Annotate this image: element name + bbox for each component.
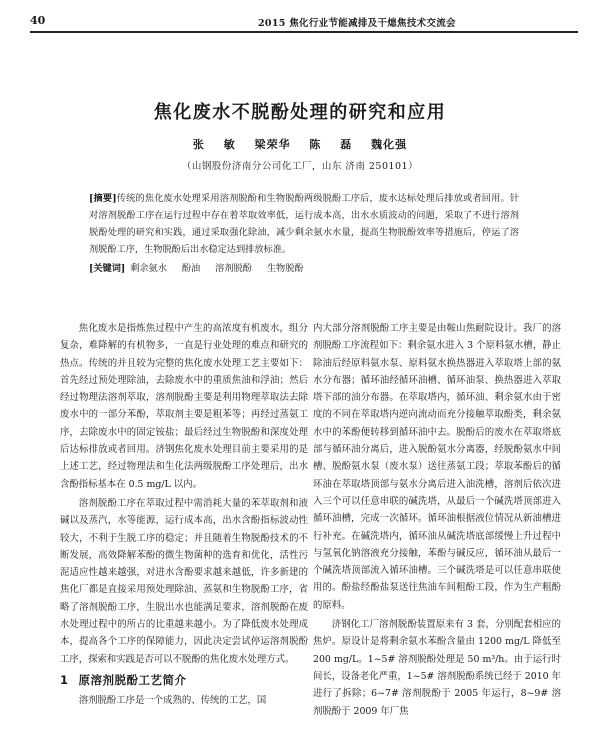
keyword: 酚油 xyxy=(181,263,201,274)
section-number: 1 xyxy=(60,672,69,687)
running-head xyxy=(30,14,578,28)
body-paragraph: 内大部分溶剂脱酚工序主要是由鞍山焦耐院设计。我厂的溶剂脱酚工序流程如下：剩余氨水进入 3 个原料氨水槽，静止除油后经原料氨水泵、原料氨水换热器进入萃取塔上部的氨水分布器；循环油经循环油槽、循环油泵、换热器进入萃取塔下部的油分布器。在萃取塔内，循环油、剩余氨水由于密度的不同在萃取塔内逆向流动而充分接触萃取酚类，剩余氨水中的苯酚便转移到循环油中去。脱酚后的废水在萃取塔底部与循环油分离后，进入脱酚氨水分离器，经脱酚氨水中间槽、脱酚氨水泵（废水泵）送往蒸氨工段；萃取苯酚后的循环油在萃取塔顶部与氨水分离后进入油洗槽，溶剂后依次进入三个可以任意串联的碱洗塔，从最后一个碱洗塔顶部进入循环油槽，完成一次循环。循环油根据液位情况从新油槽进行补充。在碱洗塔内，循环油从碱洗塔底部缓慢上升过程中与氢氧化钠溶液充分接触，苯酚与碱反应，循环油从最后一个碱洗塔顶部流入循环油槽。三个碱洗塔是可以任意串联使用的。酚盐经酚盐泵送往焦油车间粗酚工段，作为生产粗酚的原料。 xyxy=(313,323,561,611)
keyword: 生物脱酚 xyxy=(266,263,304,274)
keywords-label: [关键词] xyxy=(89,263,126,274)
abstract-text: 传统的焦化废水处理采用溶剂脱酚和生物脱酚两级脱酚工序后，废水达标处理后排放或者回用。针对溶剂脱酚工序在运行过程中存在着萃取效率低，运行成本高，出水水质波动的问题，采取了不进行溶剂脱酚处理的研究和实践，通过采取强化除油，减少剩余氨水水量，提高生物脱酚效率等措施后，停运了溶剂脱酚工序，生物脱酚后出水稳定达到排放标准。 xyxy=(89,193,520,255)
author: 魏化强 xyxy=(371,138,408,151)
body-paragraph: 济钢化工厂溶剂脱酚装置原来有 3 套，分别配套相应的焦炉。原设计是将剩余氨水苯酚含量由 1200 mg/L 降低至 200 mg/L。1~5# 溶剂脱酚处理是 50 m³/h。由于运行时间长，设备老化严重，1~5# 溶剂脱酚系统已经于 2010 年进行了拆除；6~7# 溶剂脱酚于 2005 年运行，8~9# 溶剂脱酚于 2009 年厂焦 xyxy=(313,619,561,717)
author: 张 敏 xyxy=(192,138,236,151)
keyword: 剩余氨水 xyxy=(130,263,167,274)
right-column xyxy=(313,320,561,722)
keyword: 溶剂脱酚 xyxy=(215,263,252,274)
article-title: 焦化废水不脱酚处理的研究和应用 xyxy=(153,102,447,123)
body-paragraph: 溶剂脱酚工序是一个成熟的、传统的工艺，国 xyxy=(78,695,267,707)
page-number: 40 xyxy=(30,14,46,27)
section-heading xyxy=(60,672,308,689)
left-column xyxy=(60,320,308,712)
affiliation: （山钢股份济南分公司化工厂，山东 济南 250101） xyxy=(181,161,419,172)
author: 陈 磊 xyxy=(309,138,353,151)
header-rule xyxy=(30,31,578,33)
section-title: 原溶剂脱酚工艺简介 xyxy=(78,672,187,687)
abstract xyxy=(89,190,519,258)
keywords xyxy=(89,261,519,277)
body-paragraph: 焦化废水是指炼焦过程中产生的高浓度有机废水，组分复杂，难降解的有机物多，一直是行业处理的难点和研究的热点。传统的并且较为完整的焦化废水处理工艺主要如下：首先经过预处理除油，去除废水中的重质焦油和浮油；然后经过物理法溶剂萃取，溶剂脱酚主要是利用物理萃取法去除废水中的一部分苯酚，萃取剂主要是粗苯等；再经过蒸氨工序，去除废水中的固定铵盐；最后经过生物脱酚和深度处理后达标排放或者回用。济钢焦化废水处理目前主要采用的是上述工艺，经过物理法和生化法两级脱酚工序处理后，出水含酚指标基本在 0.5 mg/L 以内。 xyxy=(60,323,308,490)
journal-title: 2015 焦化行业节能减排及干熄焦技术交流会 xyxy=(258,18,456,29)
author-list xyxy=(0,136,600,152)
abstract-label: [摘要] xyxy=(89,193,117,204)
body-paragraph: 溶剂脱酚工序在萃取过程中需消耗大量的苯萃取剂和液碱以及蒸汽，水等能源，运行成本高，出水含酚指标波动性较大，不利于生脱工序的稳定；并且随着生物脱酚技术的不断发展，高效降解苯酚的微生物菌种的选育和优化，活性污泥适应性越来越强，对进水含酚要求越来越低，许多新建的焦化厂都是直接采用预处理除油、蒸氨和生物脱酚工序，省略了溶剂脱酚工序，生脱出水也能满足要求，溶剂脱酚在废水处理过程中的所占的比重越来越小。为了降低废水处理成本，提高各个工序的保障能力，因此决定尝试停运溶剂脱酚工序，探索和实践是否可以不脱酚的焦化废水处理方式。 xyxy=(60,497,308,665)
author: 梁荣华 xyxy=(254,138,291,151)
